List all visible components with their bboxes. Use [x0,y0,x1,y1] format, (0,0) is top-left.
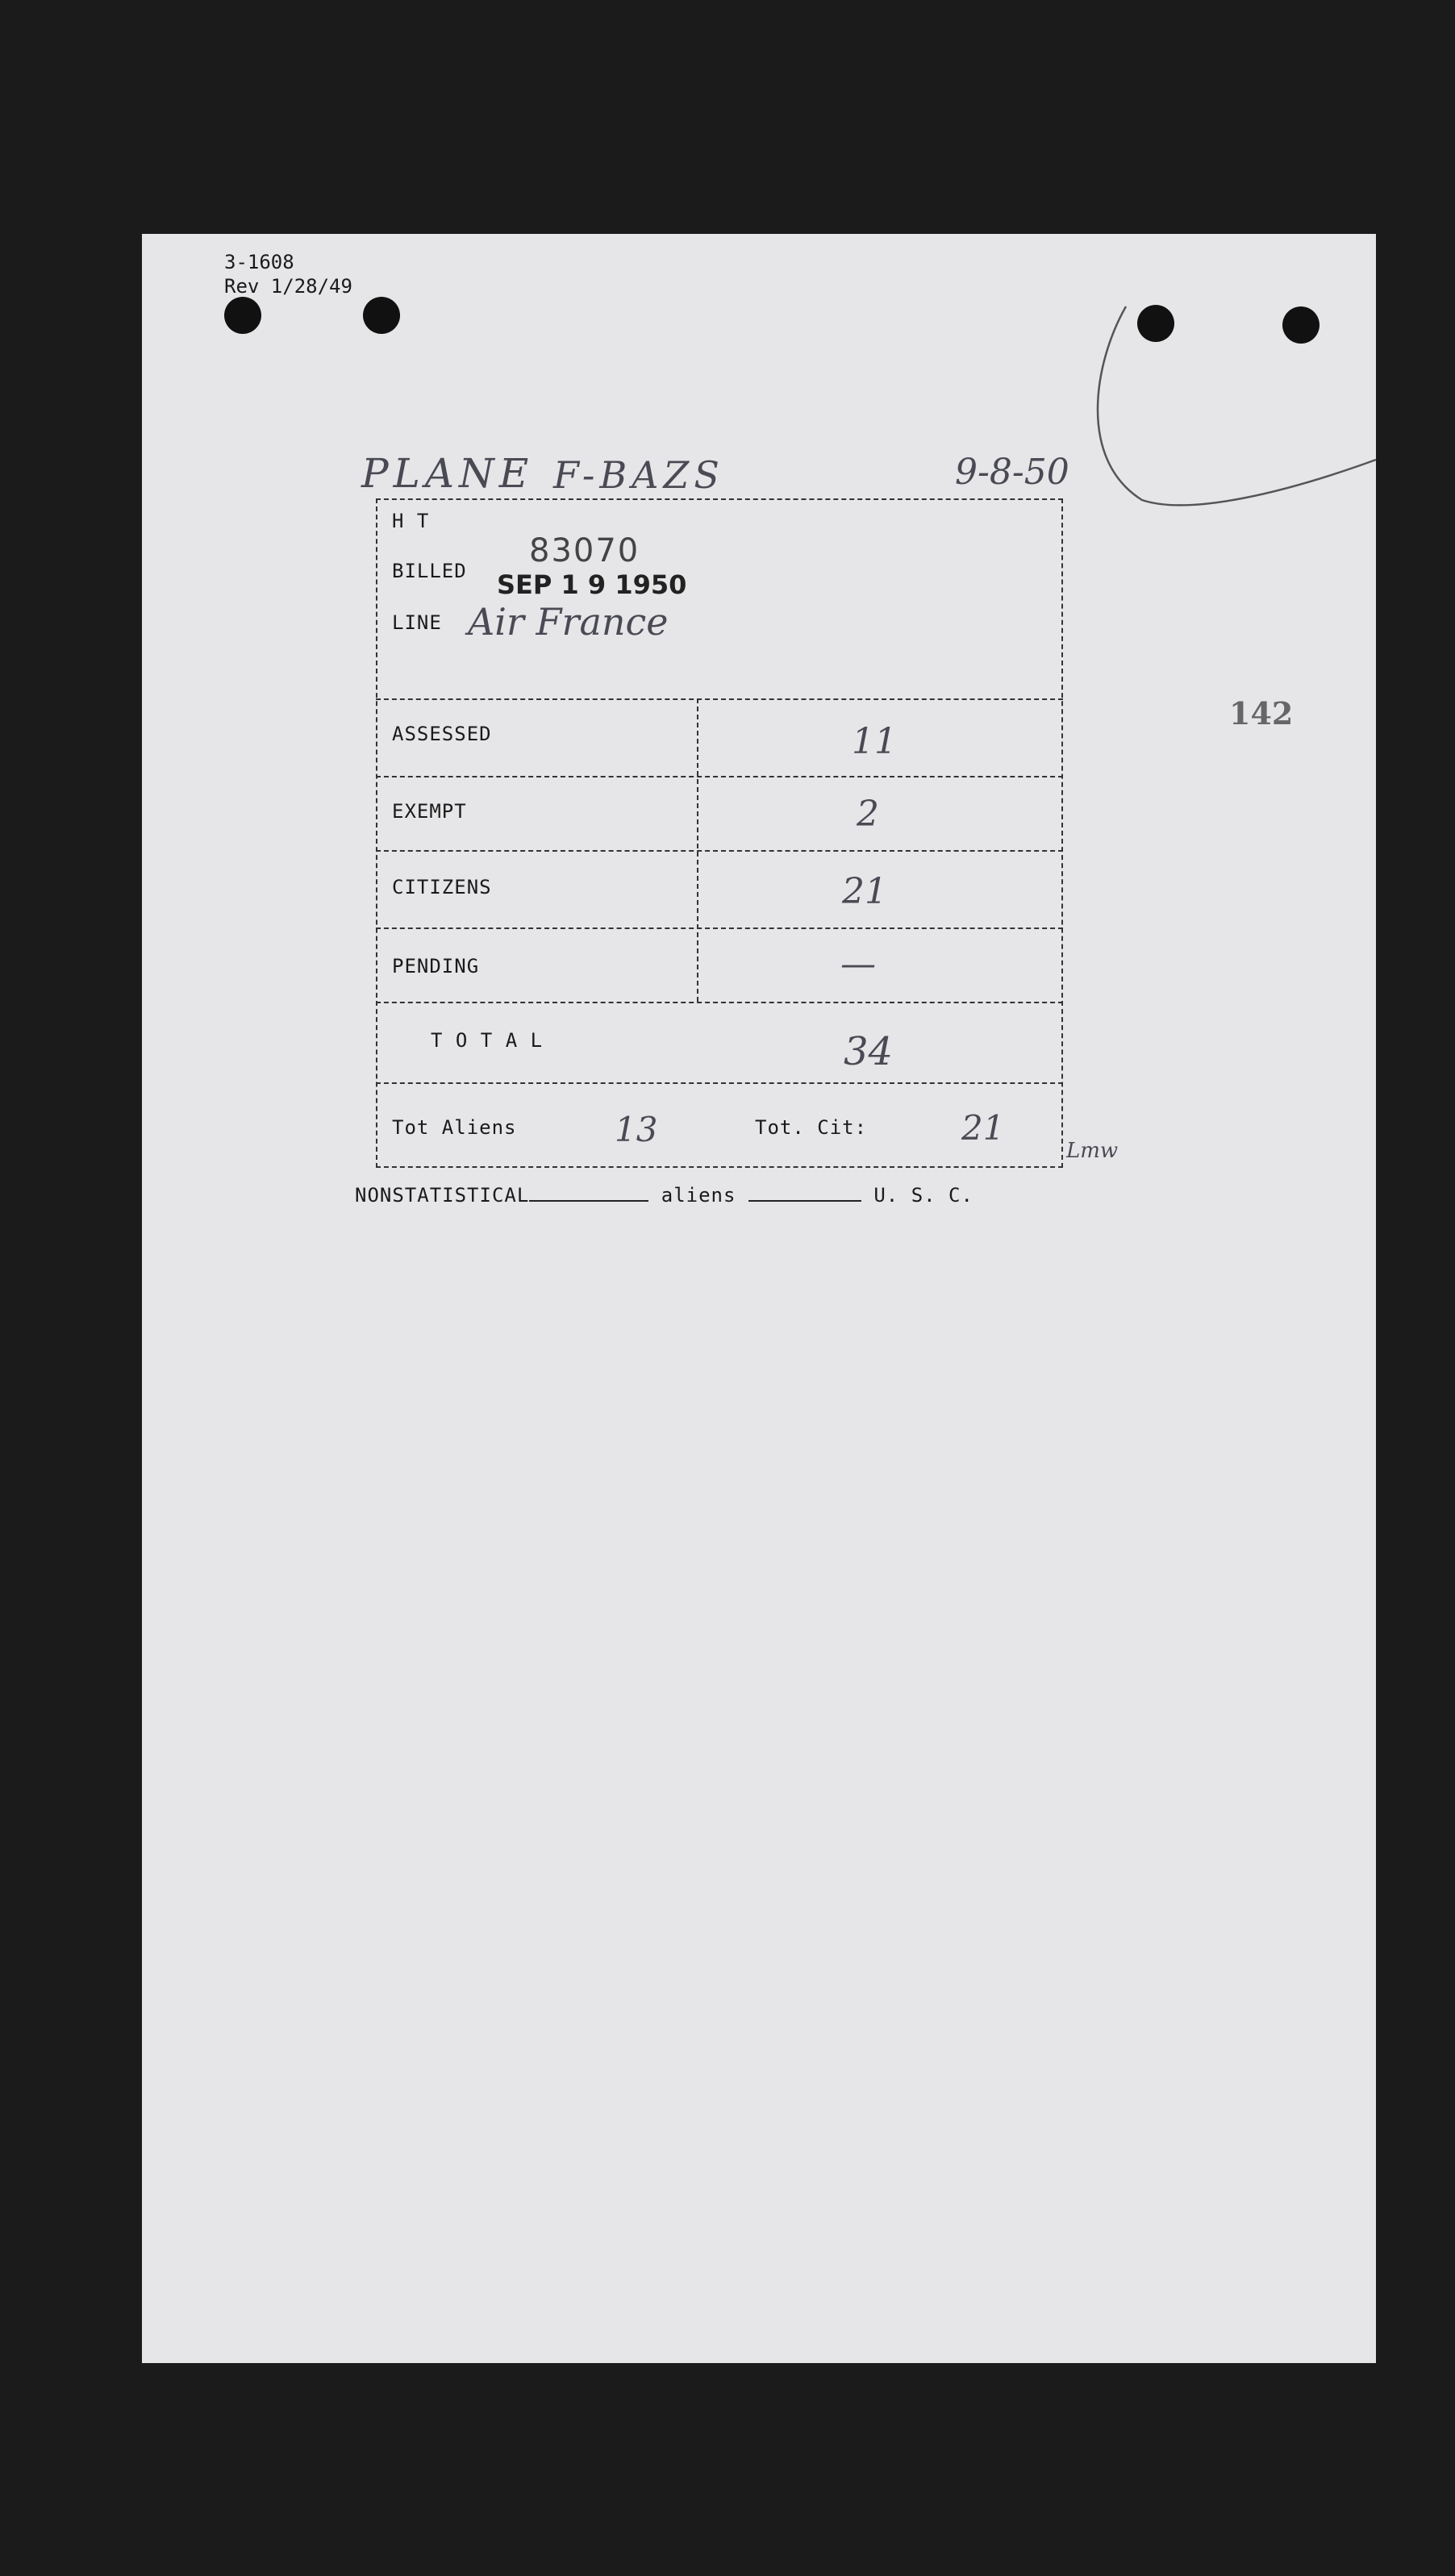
document-page [142,234,1376,2363]
form-revision: Rev 1/28/49 [224,275,352,298]
nonstatistical-label: NONSTATISTICAL [355,1184,530,1207]
citizens-value: 21 [842,871,887,912]
billed-label: BILLED [392,560,467,582]
billed-number: 83070 [529,532,640,569]
initials: Lmw [1066,1139,1119,1163]
nonstatistical-blank [529,1184,648,1202]
aliens-blank [748,1184,861,1202]
total-label: T O T A L [431,1029,544,1052]
tot-cit-label: Tot. Cit: [755,1116,868,1139]
plane-id: F-BAZS [553,453,724,497]
line-label: LINE [392,611,442,634]
citizens-label: CITIZENS [392,876,492,898]
punch-hole-2 [363,297,400,334]
punch-hole-1 [224,297,261,334]
pencil-curve-mark [1045,298,1384,508]
statistics-table [376,498,1063,1168]
exempt-value: 2 [857,794,879,835]
pending-value: — [840,944,876,985]
billed-date-stamp: SEP 1 9 1950 [497,569,687,600]
form-number: 3-1608 [224,251,294,273]
tot-aliens-label: Tot Aliens [392,1116,517,1139]
aliens-label: aliens [661,1184,736,1207]
line-value: Air France [468,600,669,644]
assessed-value: 11 [852,721,897,762]
exempt-label: EXEMPT [392,800,467,823]
ht-label: H T [392,510,430,532]
tot-aliens-value: 13 [615,1110,658,1149]
handwritten-date: 9-8-50 [955,452,1069,493]
total-value: 34 [844,1029,894,1074]
usc-label: U. S. C. [873,1184,973,1207]
tot-cit-value: 21 [961,1108,1005,1148]
assessed-label: ASSESSED [392,723,492,745]
plane-label: PLANE [361,450,534,497]
form-code-block [224,250,352,298]
nonstatistical-line [355,1184,973,1207]
pending-label: PENDING [392,955,480,977]
page-number: 142 [1229,695,1294,732]
